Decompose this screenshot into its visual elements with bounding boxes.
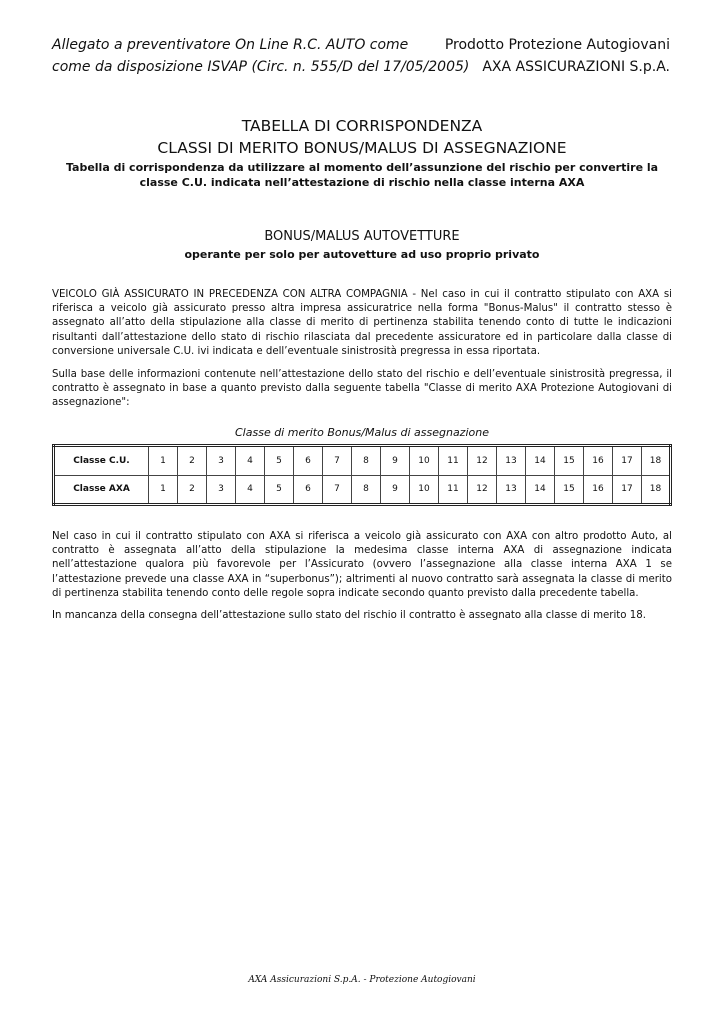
table-cell: 6 — [294, 475, 323, 505]
table-cell: 5 — [265, 446, 294, 476]
table-caption: Classe di merito Bonus/Malus di assegnazione — [235, 426, 489, 439]
table-cell: 12 — [468, 475, 497, 505]
table-cell: 9 — [381, 446, 410, 476]
row-header: Classe AXA — [54, 475, 149, 505]
document-header — [52, 34, 670, 78]
table-cell: 12 — [468, 446, 497, 476]
table-cell: 4 — [236, 475, 265, 505]
table-cell: 1 — [149, 475, 178, 505]
table-cell: 17 — [613, 475, 642, 505]
header-left-line1: Allegato a preventivatore On Line R.C. AUTO come — [52, 37, 409, 53]
table-cell: 1 — [149, 446, 178, 476]
paragraph-previous-insurer: VEICOLO GIÀ ASSICURATO IN PRECEDENZA CON ALTRA COMPAGNIA - Nel caso in cui il contratto stipulato con AXA si riferisca a veicolo già assicurato presso altra impresa assicuratrice nella forma "Bonus-Malus" il contratto stesso è assegnato all’atto della stipulazione alla classe di merito di pertinenza stabilita tenendo conto di tutte le indicazioni risultanti dall’attestazione dello stato di rischio rilasciata dal precedente assicuratore ed in particolare dalla classe di conversione universale C.U. ivi indicata e dell’eventuale sinistrosità pregressa in essa riportata. — [52, 289, 672, 357]
table-cell: 3 — [207, 446, 236, 476]
header-right-line2: AXA ASSICURAZIONI S.p.A. — [482, 59, 670, 75]
section-subtitle: operante per solo per autovetture ad uso proprio privato — [184, 248, 540, 261]
row-header: Classe C.U. — [54, 446, 149, 476]
table-cell: 11 — [439, 475, 468, 505]
table-cell: 14 — [526, 475, 555, 505]
paragraph-assignment-basis: Sulla base delle informazioni contenute nell’attestazione dello stato del rischio e dell’eventuale sinistrosità pregressa, il contratto è assegnato in base a quanto previsto dalla seguente tabella "Classe di merito AXA Protezione Autogiovani di assegnazione": — [52, 369, 672, 409]
table-cell: 13 — [497, 446, 526, 476]
table-cell: 11 — [439, 446, 468, 476]
table-cell: 13 — [497, 475, 526, 505]
table-row — [54, 446, 671, 476]
table-cell: 15 — [555, 446, 584, 476]
table-cell: 10 — [410, 475, 439, 505]
table-cell: 16 — [584, 475, 613, 505]
header-right-line1: Prodotto Protezione Autogiovani — [444, 37, 670, 53]
table-cell: 7 — [323, 475, 352, 505]
merit-class-table — [52, 444, 672, 506]
table-cell: 8 — [352, 446, 381, 476]
table-cell: 16 — [584, 446, 613, 476]
table-cell: 2 — [178, 475, 207, 505]
section-title: BONUS/MALUS AUTOVETTURE — [264, 229, 460, 244]
table-cell: 4 — [236, 446, 265, 476]
table-cell: 17 — [613, 446, 642, 476]
document-title-line2: CLASSI DI MERITO BONUS/MALUS DI ASSEGNAZIONE — [157, 139, 567, 157]
table-row — [54, 475, 671, 505]
page-footer: AXA Assicurazioni S.p.A. - Protezione Autogiovani — [248, 975, 476, 985]
table-cell: 18 — [642, 475, 671, 505]
document-title: TABELLA DI CORRISPONDENZA — [241, 117, 483, 135]
paragraph-axa-vehicle: Nel caso in cui il contratto stipulato con AXA si riferisca a veicolo già assicurato con AXA con altro prodotto Auto, al contratto è assegnata all’atto della stipulazione la medesima classe interna AXA di assegnazione indicata nell’attestazione qualora più favorevole per l’Assicurato (ovvero l’assegnazione alla classe interna AXA 1 se l’attestazione prevede una classe AXA in “superbonus”); altrimenti al nuovo contratto sarà assegnata la classe di merito di pertinenza stabilita tenendo conto delle regole sopra indicate secondo quanto previsto dalla precedente tabella. — [52, 531, 672, 599]
document-subtitle: Tabella di corrispondenza da utilizzare al momento dell’assunzione del rischio per convertire la classe C.U. indicata nell’attestazione di rischio nella classe interna AXA — [65, 161, 659, 189]
table-cell: 9 — [381, 475, 410, 505]
table-cell: 6 — [294, 446, 323, 476]
table-cell: 18 — [642, 446, 671, 476]
paragraph-missing-certificate: In mancanza della consegna dell’attestazione sullo stato del rischio il contratto è assegnato alla classe di merito 18. — [52, 610, 646, 621]
table-cell: 2 — [178, 446, 207, 476]
table-cell: 3 — [207, 475, 236, 505]
table-cell: 14 — [526, 446, 555, 476]
table-cell: 8 — [352, 475, 381, 505]
table-cell: 15 — [555, 475, 584, 505]
table-cell: 10 — [410, 446, 439, 476]
table-cell: 7 — [323, 446, 352, 476]
table-cell: 5 — [265, 475, 294, 505]
header-left-line2: come da disposizione ISVAP (Circ. n. 555/D del 17/05/2005) — [52, 59, 470, 75]
